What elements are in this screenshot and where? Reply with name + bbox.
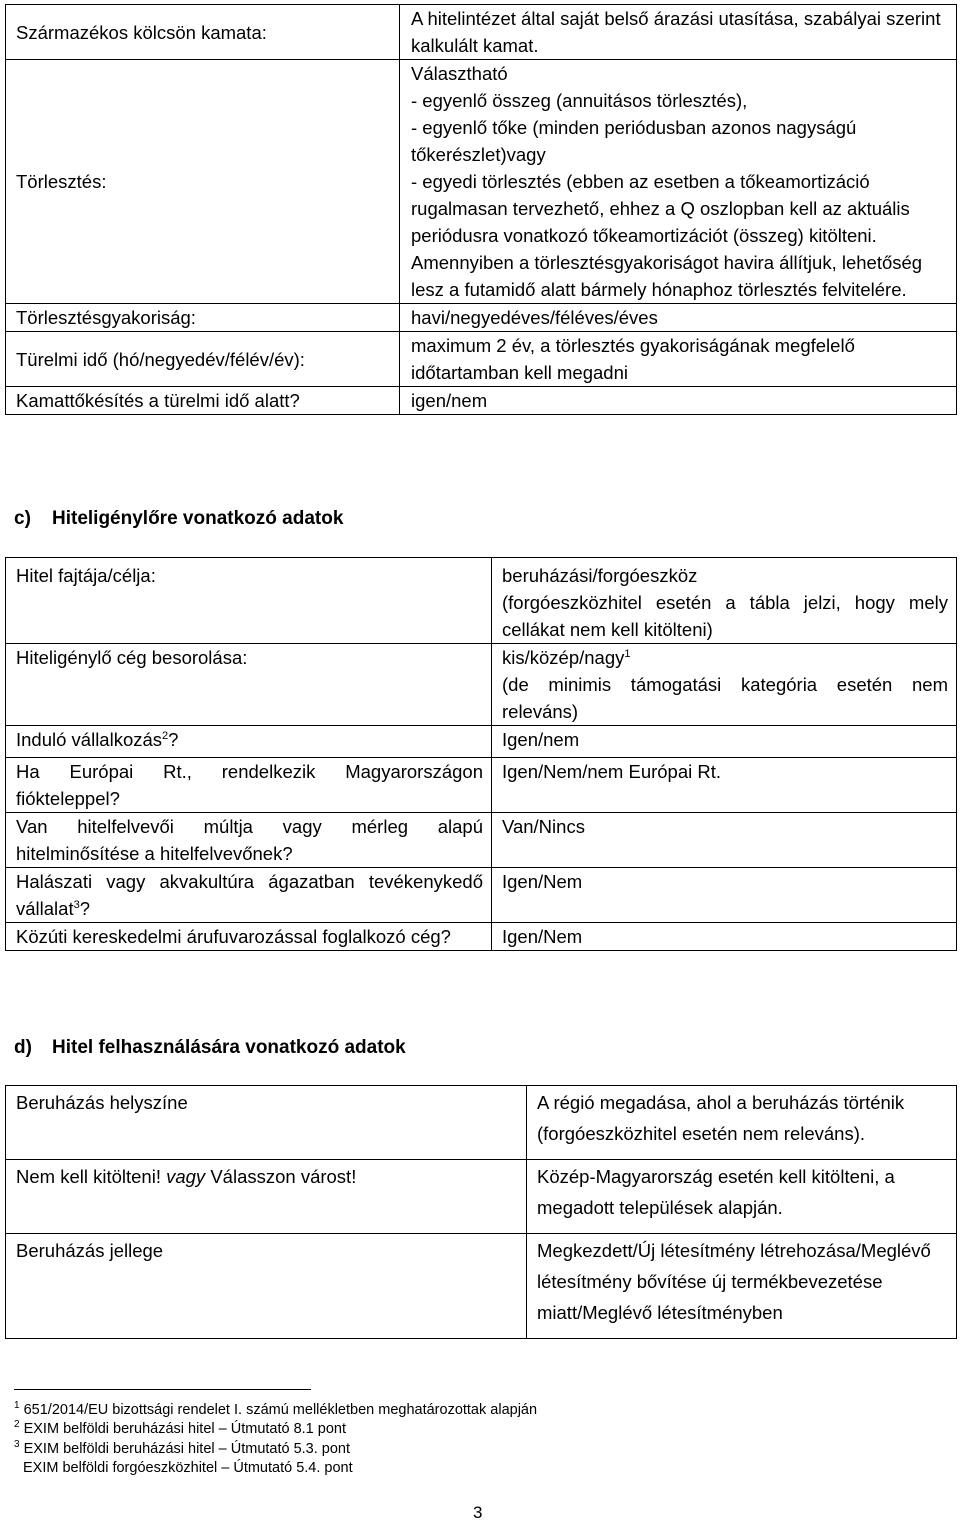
footnote: $^3$ EXIM belföldi beruházási hitel – Útmutató 5.3. pont [14, 1438, 351, 1457]
loan-usage-table [5, 1085, 957, 1339]
row-label: Van hitelfelvevői múltja vagy mérleg alapú hitelminősítése a hitelfelvevőnek? [6, 813, 492, 868]
row-label: Nem kell kitölteni! vagy Válasszon várost! [6, 1160, 527, 1234]
row-value: Igen/Nem/nem Európai Rt. [492, 758, 957, 813]
row-label: Közúti kereskedelmi árufuvarozással foglalkozó cég? [6, 923, 492, 951]
table-row [6, 644, 957, 726]
applicant-data-table [5, 557, 957, 951]
row-label: Halászati vagy akvakultúra ágazatban tevékenykedő vállalat$^3$? [6, 868, 492, 923]
footnotes [14, 1401, 537, 1478]
footnote: $^2$ EXIM belföldi beruházási hitel – Útmutató 8.1 pont [14, 1419, 346, 1438]
table-row [6, 758, 957, 813]
row-value: Közép-Magyarország esetén kell kitölteni, a megadott települések alapján. [527, 1160, 957, 1234]
table-row [6, 1086, 957, 1160]
row-label: Törlesztés: [6, 60, 400, 304]
row-label: Türelmi idő (hó/negyedév/félév/év): [6, 332, 400, 387]
row-value: igen/nem [400, 387, 957, 415]
page-number: 3 [473, 1503, 483, 1522]
row-value: Igen/nem [492, 726, 957, 758]
row-value: beruházási/forgóeszköz (forgóeszközhitel esetén a tábla jelzi, hogy mely cellákat nem kell kitölteni) [492, 558, 957, 644]
value-line: Választható [411, 63, 508, 84]
row-label: Származékos kölcsön kamata: [6, 5, 400, 60]
row-label: Hiteligénylő cég besorolása: [6, 644, 492, 726]
table-row [6, 304, 957, 332]
row-value: Igen/Nem [492, 923, 957, 951]
table-row [6, 332, 957, 387]
footnote-separator [14, 1389, 311, 1390]
footnote: $^1$ 651/2014/EU bizottsági rendelet I. számú mellékletben meghatározottak alapján [14, 1400, 538, 1418]
row-label: Törlesztésgyakoriság: [6, 304, 400, 332]
table-row [6, 558, 957, 644]
value-line: - egyenlő összeg (annuitásos törlesztés), [411, 90, 748, 111]
row-label: Kamattőkésítés a türelmi idő alatt? [6, 387, 400, 415]
row-value: A hitelintézet által saját belső árazási utasítása, szabályai szerint kalkulált kamat. [400, 5, 957, 60]
row-label: Beruházás helyszíne [6, 1086, 527, 1160]
row-label: Beruházás jellege [6, 1234, 527, 1339]
table-row [6, 5, 957, 60]
section-d-heading: d) Hitel felhasználására vonatkozó adatok [14, 1037, 406, 1058]
row-value: Van/Nincs [492, 813, 957, 868]
value-line: - egyenlő tőke (minden periódusban azonos nagyságú tőkerészlet)vagy [411, 117, 857, 165]
table-row [6, 1160, 957, 1234]
section-c-heading: c) Hiteligénylőre vonatkozó adatok [14, 508, 344, 529]
row-value: havi/negyedéves/féléves/éves [400, 304, 957, 332]
row-value: Megkezdett/Új létesítmény létrehozása/Meglévő létesítmény bővítése új termékbevezetése miatt/Meglévő létesítményben [527, 1234, 957, 1339]
row-value [400, 60, 957, 304]
row-label: Hitel fajtája/célja: [6, 558, 492, 644]
row-label: Ha Európai Rt., rendelkezik Magyarországon fiókteleppel? [6, 758, 492, 813]
table-row [6, 387, 957, 415]
row-value: Igen/Nem [492, 868, 957, 923]
table-row [6, 868, 957, 923]
value-line: - egyedi törlesztés (ebben az esetben a tőkeamortizáció rugalmasan tervezhető, ehhez a Q oszlopban kell az aktuális periódusra vonatkozó tőkeamortizációt (összeg) kitölteni. Amennyiben a törlesztésgyakoriságot havira állítjuk, lehetőség lesz a futamidő alatt bármely hónaphoz törlesztés felvitelére. [411, 171, 923, 300]
row-label: Induló vállalkozás$^2$? [6, 726, 492, 758]
footnote: EXIM belföldi forgóeszközhitel – Útmutató 5.4. pont [23, 1459, 353, 1476]
loan-terms-table [5, 4, 957, 415]
table-row [6, 923, 957, 951]
table-row [6, 726, 957, 758]
row-value: maximum 2 év, a törlesztés gyakoriságának megfelelő időtartamban kell megadni [400, 332, 957, 387]
table-row [6, 813, 957, 868]
table-row [6, 1234, 957, 1339]
table-row [6, 60, 957, 304]
row-value: A régió megadása, ahol a beruházás történik (forgóeszközhitel esetén nem releváns). [527, 1086, 957, 1160]
row-value: kis/közép/nagy$^1$ (de minimis támogatási kategória esetén nem releváns) [492, 644, 957, 726]
